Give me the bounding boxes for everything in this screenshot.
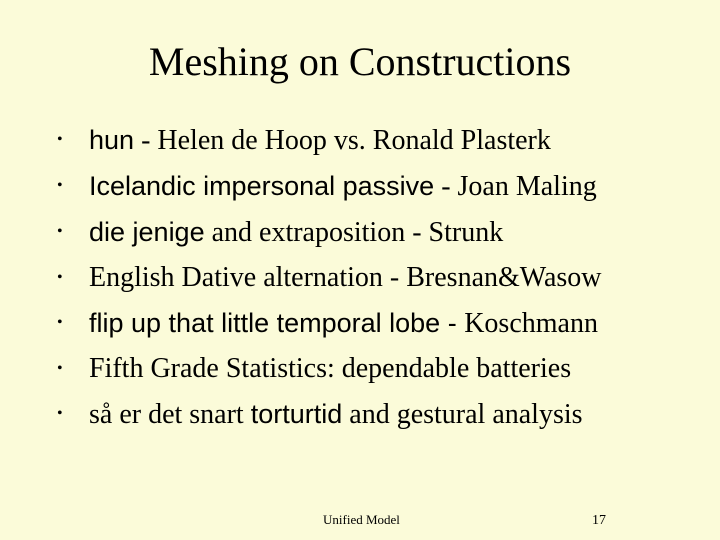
bullet-icon: •: [57, 223, 63, 240]
bullet-item-flip-up: [57, 304, 697, 343]
bullet-icon: •: [57, 269, 63, 286]
bullet-item-icelandic: [57, 167, 697, 206]
bullet-text: and extraposition - Strunk: [204, 217, 504, 248]
bullet-icon: •: [57, 405, 63, 422]
footer-text: Unified Model: [323, 512, 400, 527]
bullet-term: Icelandic impersonal passive: [89, 171, 435, 201]
bullet-text: - Helen de Hoop vs. Ronald Plasterk: [134, 125, 551, 156]
bullet-list: [57, 121, 697, 441]
bullet-icon: •: [57, 314, 63, 331]
bullet-text-pre: så er det snart: [89, 399, 251, 430]
bullet-item-torturtid: [57, 395, 697, 434]
page-number: 17: [592, 513, 606, 528]
bullet-term: torturtid: [250, 399, 343, 429]
bullet-text: and gestural analysis: [342, 399, 583, 430]
bullet-item-die-jenige: [57, 213, 697, 252]
bullet-icon: •: [57, 177, 63, 194]
bullet-item-english-dative: [57, 259, 697, 297]
slide-title: Meshing on Constructions: [148, 39, 572, 84]
bullet-text: - Joan Maling: [434, 171, 597, 202]
bullet-item-hun: [57, 121, 697, 160]
bullet-text: Koschmann: [464, 308, 598, 339]
bullet-text: English Dative alternation - Bresnan&Wasow: [89, 262, 602, 293]
bullet-icon: •: [57, 360, 63, 377]
bullet-term: flip up that little temporal lobe -: [89, 308, 465, 338]
bullet-term: die jenige: [89, 217, 205, 247]
bullet-text: Fifth Grade Statistics: dependable batteries: [89, 353, 572, 384]
bullet-term: hun: [89, 125, 135, 155]
bullet-item-fifth-grade: [57, 350, 697, 388]
bullet-icon: •: [57, 131, 63, 148]
